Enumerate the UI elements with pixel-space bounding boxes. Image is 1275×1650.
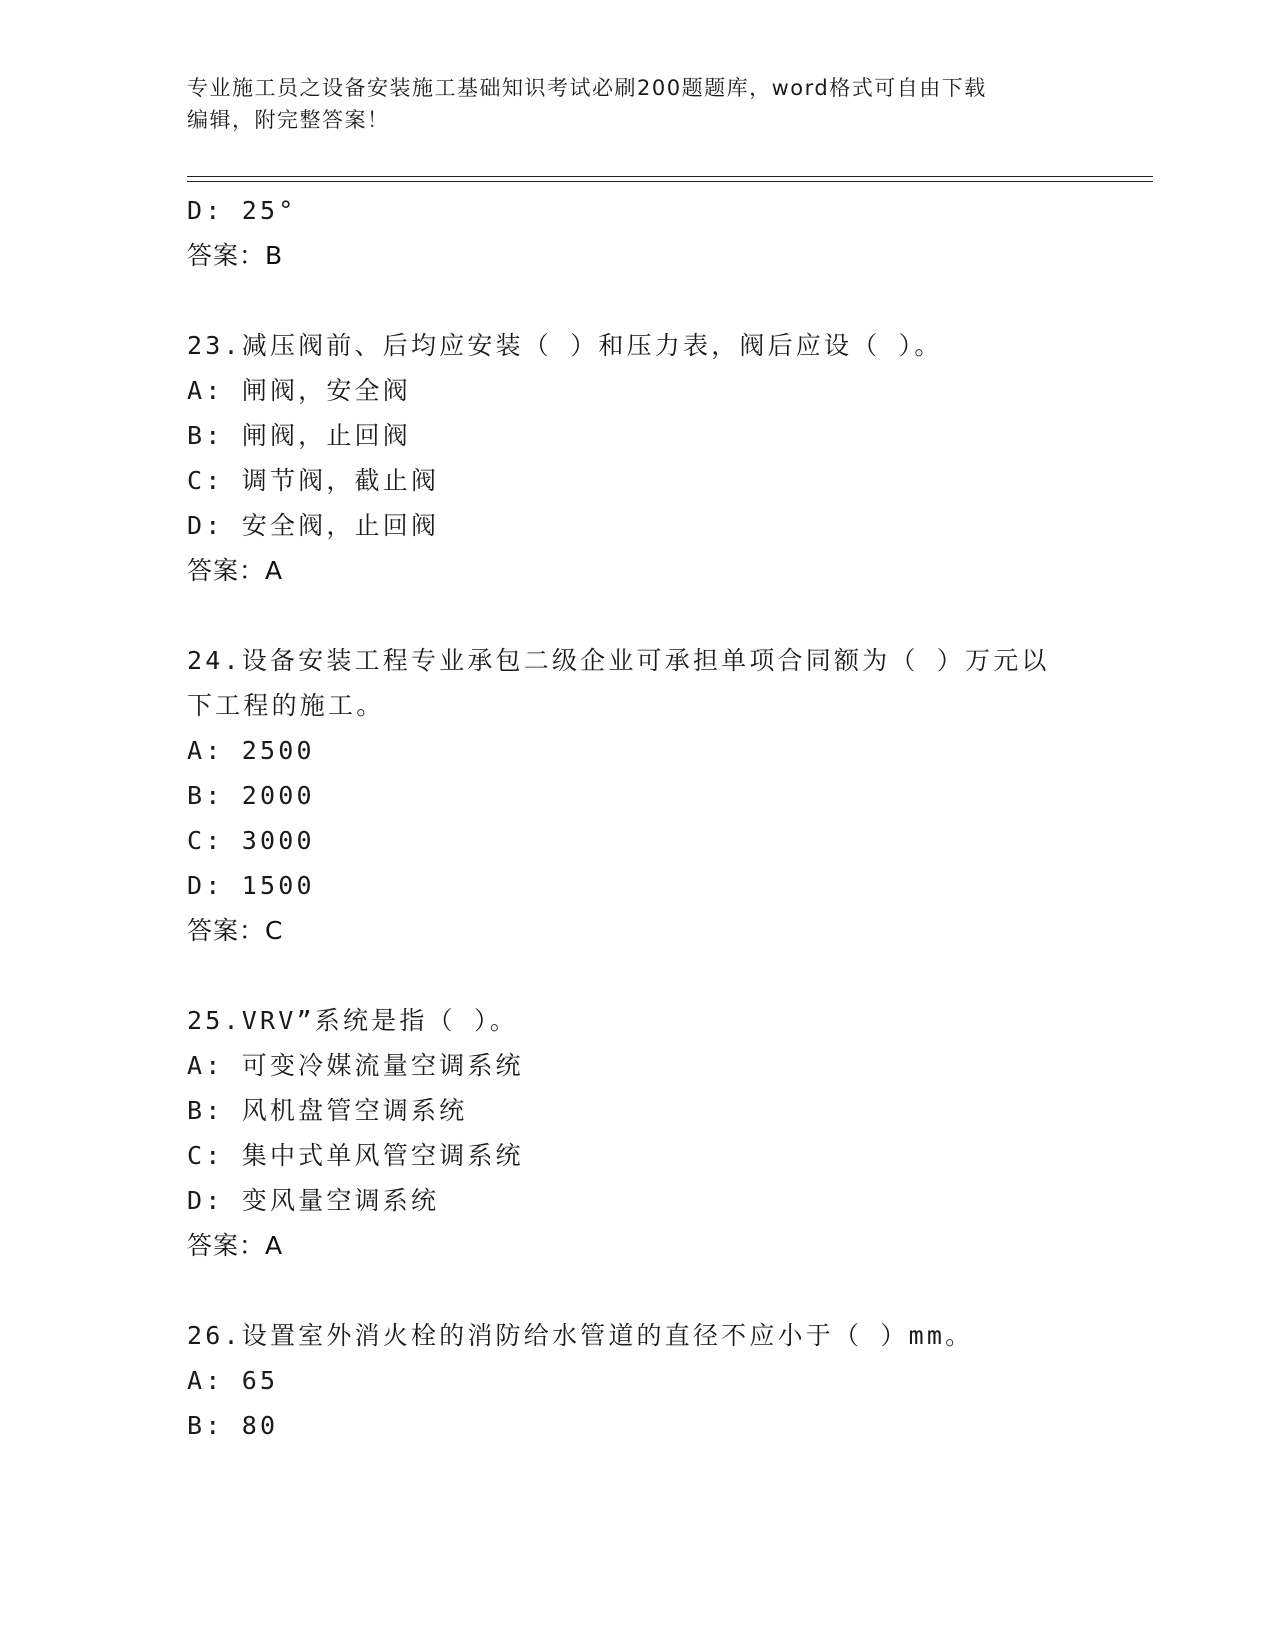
question-list: [187, 188, 1087, 1448]
header-line-1: 专业施工员之设备安装施工基础知识考试必刷200题题库，word格式可自由下载: [187, 76, 987, 100]
spacer: [187, 953, 1087, 998]
option-d: D: 1500: [187, 871, 315, 900]
option-b: B: 2000: [187, 781, 315, 810]
question-26: [187, 1313, 1087, 1448]
option-a: A: 2500: [187, 736, 315, 765]
option-d: D: 25°: [187, 196, 297, 225]
question-stem: 23.减压阀前、后均应安装（ ）和压力表，阀后应设（ ）。: [187, 331, 943, 360]
spacer: [187, 593, 1087, 638]
option-b: B: 闸阀，止回阀: [187, 421, 411, 450]
option-d: D: 变风量空调系统: [187, 1186, 440, 1215]
question-stem: 24.设备安装工程专业承包二级企业可承担单项合同额为（ ）万元以: [187, 646, 1050, 675]
option-c: C: 3000: [187, 826, 315, 855]
header-divider-bottom: [187, 181, 1153, 182]
option-c: C: 调节阀，截止阀: [187, 466, 440, 495]
answer-line: 答案：A: [187, 556, 284, 585]
question-23: [187, 323, 1087, 593]
question-25: [187, 998, 1087, 1268]
answer-line: 答案：B: [187, 241, 284, 270]
option-a: A: 闸阀，安全阀: [187, 376, 411, 405]
question-stem: 26.设置室外消火栓的消防给水管道的直径不应小于（ ）mm。: [187, 1321, 974, 1350]
spacer: [187, 1268, 1087, 1313]
answer-line: 答案：C: [187, 916, 284, 945]
option-d: D: 安全阀，止回阀: [187, 511, 440, 540]
option-c: C: 集中式单风管空调系统: [187, 1141, 524, 1170]
header-divider-top: [187, 176, 1153, 177]
option-b: B: 风机盘管空调系统: [187, 1096, 468, 1125]
question-stem-continued: 下工程的施工。: [187, 691, 385, 720]
document-header: [187, 72, 1067, 136]
question-stem: 25.VRV”系统是指（ ）。: [187, 1006, 518, 1035]
spacer: [187, 278, 1087, 323]
answer-line: 答案：A: [187, 1231, 284, 1260]
option-a: A: 可变冷媒流量空调系统: [187, 1051, 524, 1080]
question-24: [187, 638, 1087, 953]
option-b: B: 80: [187, 1411, 279, 1440]
option-a: A: 65: [187, 1366, 279, 1395]
header-line-2: 编辑，附完整答案！: [187, 108, 390, 132]
